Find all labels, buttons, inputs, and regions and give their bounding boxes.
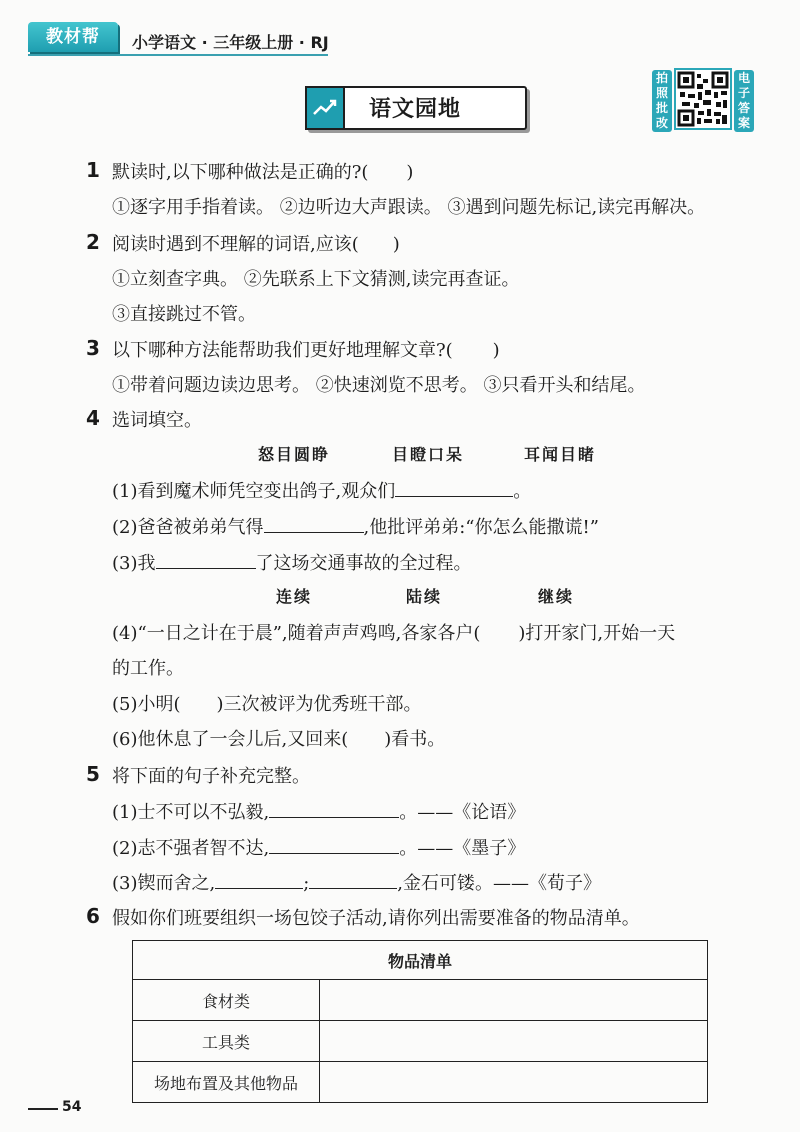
fill-line: (5)小明( )三次被评为优秀班干部。 bbox=[112, 694, 422, 715]
fill-blank[interactable] bbox=[156, 550, 256, 569]
page-number-dash bbox=[28, 1108, 58, 1110]
word-choice: 怒目圆睁 bbox=[258, 445, 331, 464]
question-stem: 以下哪种方法能帮助我们更好地理解文章?( ) bbox=[112, 340, 500, 361]
table-row bbox=[133, 980, 708, 1021]
table-title: 物品清单 bbox=[133, 941, 708, 980]
question-stem: 默读时,以下哪种做法是正确的?( ) bbox=[112, 162, 414, 183]
question-stem: 选词填空。 bbox=[112, 410, 202, 431]
section-title-box bbox=[305, 86, 527, 130]
fill-blank[interactable] bbox=[269, 799, 399, 818]
fill-line: (3)我 了这场交通事故的全过程。 bbox=[112, 549, 472, 575]
brand-logo: 教材帮 bbox=[28, 22, 118, 52]
word-choice: 连续 bbox=[276, 587, 313, 606]
qr-code-icon[interactable] bbox=[674, 68, 732, 130]
fill-line: (2)志不强者智不达, 。——《墨子》 bbox=[112, 834, 525, 860]
fill-blank[interactable] bbox=[309, 870, 397, 889]
fill-line: (6)他休息了一会儿后,又回来( )看书。 bbox=[112, 729, 446, 750]
word-choice: 陆续 bbox=[406, 587, 443, 606]
fill-line: (4)“一日之计在于晨”,随着声声鸡鸣,各家各户( )打开家门,开始一天 bbox=[112, 623, 676, 644]
row-label: 食材类 bbox=[133, 980, 320, 1021]
question-stem: 假如你们班要组织一场包饺子活动,请你列出需要准备的物品清单。 bbox=[112, 908, 640, 929]
row-label: 工具类 bbox=[133, 1021, 320, 1062]
page-header bbox=[28, 22, 328, 56]
question-stem: 阅读时遇到不理解的词语,应该( ) bbox=[112, 234, 400, 255]
question-number: 2 bbox=[86, 230, 100, 254]
fill-line: 的工作。 bbox=[112, 658, 184, 679]
fill-line: (1)看到魔术师凭空变出鸽子,观众们 。 bbox=[112, 477, 531, 503]
fill-blank[interactable] bbox=[269, 835, 399, 854]
fill-blank[interactable] bbox=[395, 478, 513, 497]
question-number: 5 bbox=[86, 762, 100, 786]
fill-line: (2)爸爸被弟弟气得 ,他批评弟弟:“你怎么能撒谎!” bbox=[112, 513, 599, 539]
fill-line: (3)锲而舍之, ; ,金石可镂。——《荀子》 bbox=[112, 869, 601, 895]
word-choice: 耳闻目睹 bbox=[524, 445, 597, 464]
question-options: ①带着问题边读边思考。 ②快速浏览不思考。 ③只看开头和结尾。 bbox=[112, 375, 646, 396]
item-list-table bbox=[132, 940, 708, 1103]
page-number: 54 bbox=[62, 1099, 82, 1115]
qr-block bbox=[652, 68, 756, 134]
fill-blank[interactable] bbox=[264, 514, 364, 533]
section-title: 语文园地 bbox=[369, 97, 462, 122]
book-title: 小学语文 · 三年级上册 · RJ bbox=[132, 33, 329, 52]
question-stem: 将下面的句子补充完整。 bbox=[112, 766, 310, 787]
question-number: 6 bbox=[86, 904, 100, 928]
question-options: ③直接跳过不管。 bbox=[112, 304, 256, 325]
word-choice: 继续 bbox=[538, 587, 575, 606]
row-label: 场地布置及其他物品 bbox=[133, 1062, 320, 1103]
fill-blank[interactable] bbox=[215, 870, 303, 889]
answer-cell[interactable] bbox=[320, 1021, 708, 1062]
trend-icon bbox=[305, 86, 345, 130]
question-number: 1 bbox=[86, 158, 100, 182]
qr-left-label: 拍照批改 bbox=[652, 70, 672, 132]
question-number: 4 bbox=[86, 406, 100, 430]
table-row bbox=[133, 1021, 708, 1062]
answer-cell[interactable] bbox=[320, 1062, 708, 1103]
word-choice: 目瞪口呆 bbox=[392, 445, 465, 464]
qr-right-label: 电子答案 bbox=[734, 70, 754, 132]
question-options: ①立刻查字典。 ②先联系上下文猜测,读完再查证。 bbox=[112, 269, 520, 290]
table-row bbox=[133, 1062, 708, 1103]
answer-cell[interactable] bbox=[320, 980, 708, 1021]
question-number: 3 bbox=[86, 336, 100, 360]
question-options: ①逐字用手指着读。 ②边听边大声跟读。 ③遇到问题先标记,读完再解决。 bbox=[112, 197, 706, 218]
fill-line: (1)士不可以不弘毅, 。——《论语》 bbox=[112, 798, 525, 824]
